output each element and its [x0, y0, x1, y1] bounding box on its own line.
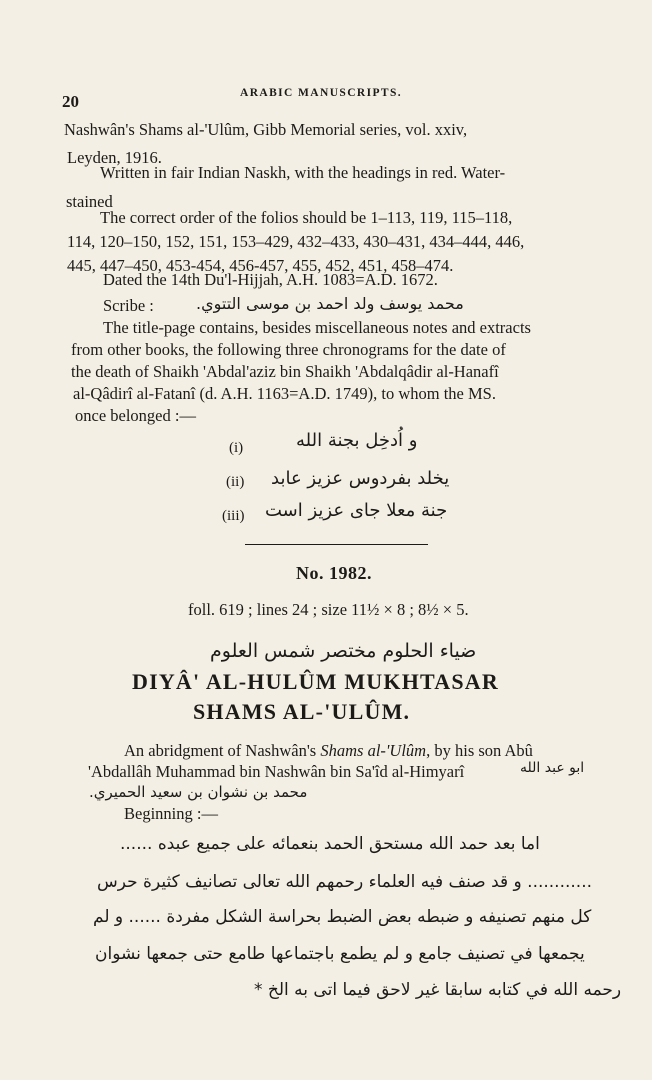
chronogram-arabic: و اُدخِل بجنة الله	[296, 430, 418, 451]
text-line: The title-page contains, besides miscellaneous notes and extracts	[103, 318, 531, 337]
main-title-line1: DIYÂ' AL-HULÛM MUKHTASAR	[132, 669, 499, 694]
scribe-label: Scribe :	[103, 296, 154, 315]
chronogram-arabic: جنة معلا جاى عزيز است	[265, 500, 448, 521]
chronogram-number: (iii)	[222, 508, 245, 524]
text-line: Leyden, 1916.	[67, 148, 162, 167]
chronogram-number: (ii)	[226, 474, 245, 490]
text-line: al-Qâdirî al-Fatanî (d. A.H. 1163=A.D. 1749), to whom the MS.	[73, 384, 496, 403]
arabic-text-line: يجمعها في تصنيف جامع و لم يطمع باجتماعها طامع حتى جمعها نشوان	[95, 944, 585, 964]
running-title: ARABIC MANUSCRIPTS.	[240, 87, 403, 99]
arabic-text-line: ............ و قد صنف فيه العلماء رحمهم الله تعالى تصانيف كثيرة حرس	[97, 872, 593, 892]
arabic-text-line: رحمه الله في كتابه سابقا غير لاحق فيما اتى به الخ *	[254, 980, 622, 1000]
folio-info: foll. 619 ; lines 24 ; size 11½ × 8 ; 8½ × 5.	[188, 600, 469, 619]
beginning-label: Beginning :—	[124, 804, 218, 823]
arabic-title: ضياء الحلوم مختصر شمس العلوم	[210, 640, 477, 662]
text-line: the death of Shaikh 'Abdal'aziz bin Shaikh 'Abdalqâdir al-Hanafî	[71, 362, 499, 381]
text-line: 445, 447–450, 453-454, 456-457, 455, 452, 451, 458–474.	[67, 256, 454, 275]
text-line: from other books, the following three chronograms for the date of	[71, 340, 506, 359]
description-arabic: محمد بن نشوان بن سعيد الحميري.	[89, 783, 308, 801]
arabic-text-line: كل منهم تصنيفه و ضبطه بعض الضبط بحراسة الشكل مفردة ...... و لم	[93, 907, 592, 927]
entry-number: No. 1982.	[296, 563, 372, 583]
text-line: 114, 120–150, 152, 151, 153–429, 432–433, 430–431, 434–444, 446,	[67, 232, 525, 251]
main-title-line2: SHAMS AL-'ULÛM.	[193, 699, 411, 724]
description-line: 'Abdallâh Muhammad bin Nashwân bin Sa'îd al-Himyarî	[88, 762, 465, 781]
chronogram-number: (i)	[229, 440, 244, 456]
text-line: stained	[66, 192, 113, 211]
description-line	[124, 741, 533, 761]
description-text: , by his son Abû	[426, 741, 533, 760]
section-divider	[245, 544, 428, 545]
text-line: Nashwân's Shams al-'Ulûm, Gibb Memorial series, vol. xxiv,	[64, 120, 468, 139]
chronogram-arabic: يخلد بفردوس عزيز عابد	[271, 468, 450, 489]
description-arabic: ابو عبد الله	[520, 760, 585, 776]
description-text: An abridgment of Nashwân's	[124, 741, 321, 760]
arabic-text-line: اما بعد حمد الله مستحق الحمد بنعمائه على جميع عبده ......	[120, 834, 540, 854]
page-number: 20	[62, 92, 79, 111]
text-line: The correct order of the folios should be 1–113, 119, 115–118,	[100, 208, 513, 227]
italic-title: Shams al-'Ulûm	[320, 741, 427, 760]
text-line: once belonged :—	[75, 406, 196, 425]
scribe-arabic: محمد يوسف ولد احمد بن موسى التتوي.	[196, 294, 464, 313]
text-line: Written in fair Indian Naskh, with the headings in red. Water-	[100, 163, 506, 182]
text-line: Dated the 14th Du'l-Hijjah, A.H. 1083=A.D. 1672.	[103, 270, 438, 289]
